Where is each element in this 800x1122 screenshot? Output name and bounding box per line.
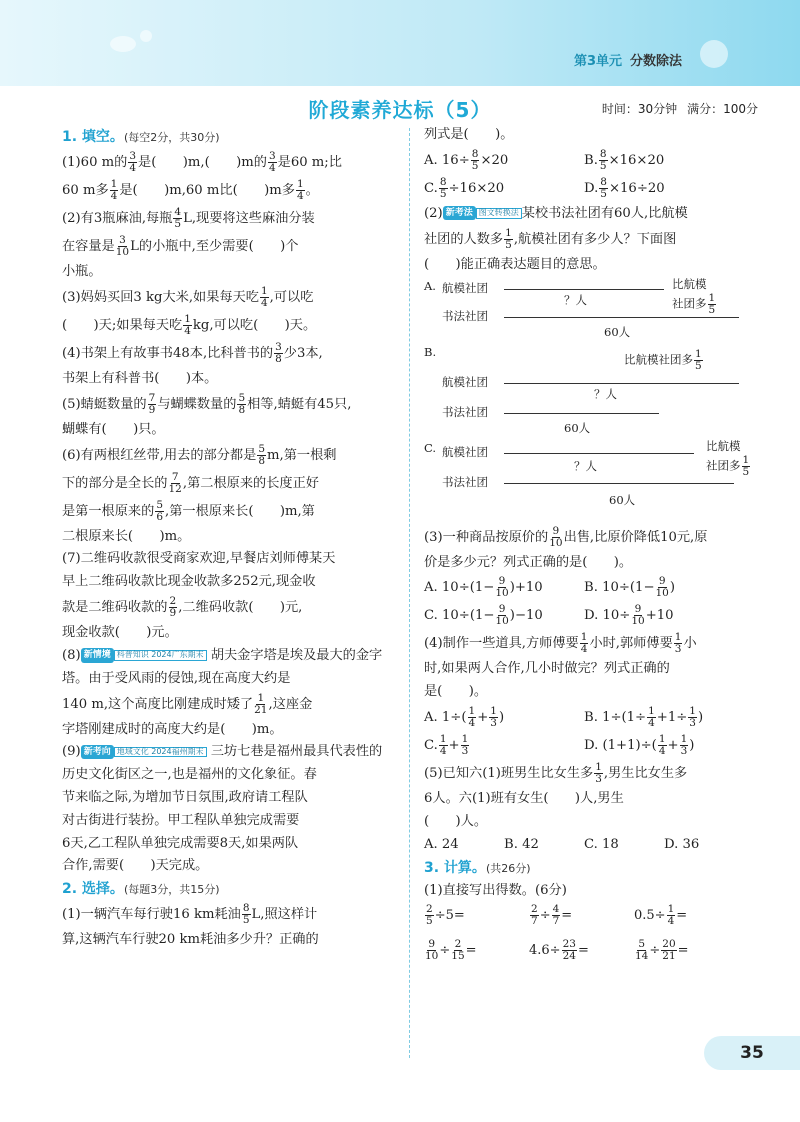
question-1-3: (3)妈妈买回3 kg大米,如果每天吃 $\frac{1}{4}$ ,可以吃 ( )天;如果每天吃 $\frac{1}{4}$ kg,可以吃( )天。 [62,284,317,337]
question-1-5: (5)蜻蜓数量的 $\frac{7}{9}$ 与蝴蝶数量的 $\frac{5}{8}$ 相等,蜻蜓有45只, 蝴蝶有( )只。 [62,391,352,437]
diagram-a: A. 航模社团 比航模 社团多 $\frac{1}{5}$ ？人 书法社团 60人 [424,279,764,341]
calc-grid [424,904,764,962]
question-1-2: (2)有3瓶麻油,每瓶 $\frac{4}{5}$ L,现要将这些麻油分装 在容量是 $\frac{3}{10}$ L的小瓶中,至少需要( )个 小瓶。 [62,205,315,280]
calc-item: 0.5÷ $\frac{1}{4}$ = [634,903,688,928]
question-2-5: (5)已知六(1)班男生比女生多 $\frac{1}{3}$ ,男生比女生多 6人。六(1)班有女生( )人,男生 ( )人。 A. 24 B. 42 C. 18 D. 36 [424,761,700,852]
calc-item: 4.6÷ $\frac{23}{24}$ = [529,938,589,963]
left-column [62,128,392,954]
section-choice: 2. 选择。(每题3分，共15分) [62,881,220,898]
column-divider [409,128,410,1058]
header-band [0,0,800,86]
section-calc: 3. 计算。(共26分) [424,859,531,876]
calc-item: $\frac{9}{10}$ ÷ $\frac{2}{15}$ = [425,938,477,963]
exam-meta: 时间：30分钟 满分：100分 [601,102,758,116]
question-2-3: (3)一种商品按原价的 $\frac{9}{10}$ 出售,比原价降低10元,原 价是多少元？列式正确的是( )。 A. 10÷(1− $\frac{9}{10}$ )+10 B. 10÷(1− $\frac{9}{10}$ ) C. 10÷(1− $\frac{9}{10}$ )−10 D. 10÷ $\frac{9}{10}$ +10 [424,524,708,628]
diagram-c: C. 航模社团 比航模 社团多 $\frac{1}{5}$ ？人 书法社团 60人 [424,438,750,507]
page-number: 35 [704,1036,800,1070]
question-2-2: (2) 新考法 图文转换法 某校书法社团有60人,比航模 社团的人数多 $\frac{1}{5}$ ,航模社团有多少人？下面图 ( )能正确表达题目的意思。 A. 航模社团 比航模 社团多 $\frac{1}{5}$ ？人 书法社团 60人 B. 比航模社团多 $\frac{1}{5}$ 航模社团 ？人 书法社团 60人 C. 航模社团 比航模 社团多 $\frac{1}{5}$ ？人 书法社团 60人 [424,205,764,521]
question-1-9: (9) 新考向 地域文化 2024福州期末 三坊七巷是福州最具代表性的 历史文化街区之一,也是福州的文化象征。春 节来临之际,为增加节日氛围,政府请工程队 对古街进行装扮。甲工程队单独完成需要 6天,乙工程队单独完成需要8天,如果两队 合作,需要( )天完成。 [62,744,383,874]
unit-label: 第3单元 分数除法 [573,54,682,69]
question-2-1-stem: (1)一辆汽车每行驶16 km耗油 $\frac{8}{5}$ L,照这样计 算,这辆汽车行驶20 km耗油多少升？正确的 [62,902,319,948]
question-2-4: (4)制作一些道具,方师傅要 $\frac{1}{4}$ 小时,郭师傅要 $\frac{1}{3}$ 小 时,如果两人合作,几小时做完？列式正确的 是( )。 A. 1÷( $\frac{1}{4}$ + $\frac{1}{3}$ ) B. 1÷(1÷ $\frac{1}{4}$ +1÷ $\frac{1}{3}$ ) C. $\frac{1}{4}$ + $\frac{1}{3}$ D. (1+1)÷( $\frac{1}{4}$ + $\frac{1}{3}$ ) [424,631,704,758]
question-1-4: (4)书架上有故事书48本,比科普书的 $\frac{3}{8}$ 少3本, 书架上有科普书( )本。 [62,340,323,386]
diagram-b: B. 比航模社团多 $\frac{1}{5}$ 航模社团 ？人 书法社团 60人 [424,345,764,437]
calc-item: $\frac{2}{5}$ ÷5= [426,903,465,928]
section-fill: 1. 填空。(每空2分，共30分) [62,129,220,145]
question-1-7: (7)二维码收款很受商家欢迎,早餐店刘师傅某天 早上二维码收款比现金收款多252元,现金收 款是二维码收款的 $\frac{2}{9}$ ,二维码收款( )元, 现金收款( )元。 [62,551,336,641]
right-column: 列式是( )。 A. 16÷ $\frac{8}{5}$ ×20 B. $\frac{8}{5}$ ×16×20 C. $\frac{8}{5}$ ÷16×20 D. $\frac{8}{5}$ ×16÷20 (2) 新考法 图文转换法 某校书法社团有60人,比航模 社团的人数多 $\frac{1}{5}$ ,航模社团有多少人？下面图 ( )能正确表达题目的意思。 A. 航模社团 比航模 社团多 $\frac{1}{5}$ ？人 书法社团 60人 B. 比航模社团多 $\frac{1}{5}$ 航模社团 ？人 书法社团 60人 C. 航模社团 比航模 社团多 $\frac{1}{5}$ ？人 书法社团 60人 (3)一种商品按原价的 $\frac{9}{10}$ 出售,比原价降低10元,原 价是多少元？列式正确的是( )。 A. 10÷(1− $\frac{9}{10}$ )+10 B. 10÷(1− $\frac{9}{10}$ ) C. 10÷(1− $\frac{9}{10}$ )−10 D. 10÷ $\frac{9}{10}$ +10 (4)制作一些道具,方师傅要 $\frac{1}{4}$ 小时,郭师傅要 $\frac{1}{3}$ 小 时,如果两人合作,几小时做完？列式正确的 是( )。 A. 1÷( $\frac{1}{4}$ + $\frac{1}{3}$ ) B. 1÷(1÷ $\frac{1}{4}$ +1÷ $\frac{1}{3}$ ) C. $\frac{1}{4}$ + $\frac{1}{3}$ D. (1+1)÷( $\frac{1}{4}$ + $\frac{1}{3}$ ) (5)已知六(1)班男生比女生多 $\frac{1}{3}$ ,男生比女生多 6人。六(1)班有女生( )人,男生 ( )人。 A. 24 B. 42 C. 18 D. 36 3. 计算。(共26分) (1)直接写出得数。(6分) $\frac{2}{5}$ ÷5= $\frac{2}{7}$ ÷ $\frac{4}{7}$ = 0.5÷ $\frac{1}{4}$ = $\frac{9}{10}$ ÷ $\frac{2}{15}$ = 4.6÷ $\frac{23}{24}$ = $\frac{5}{14}$ ÷ $\frac{20}{21}$ = [424,126,764,962]
question-1-1: (1)60 m的 $\frac{3}{4}$ 是( )m,( )m的 $\frac{3}{4}$ 是60 m;比 60 m多 $\frac{1}{4}$ 是( )m,60 m比( )m多 $\frac{1}{4}$ 。 [62,149,342,202]
question-1-8: (8) 新情境 科普知识 2024广东期末 胡夫金字塔是埃及最大的金字 塔。由于受风雨的侵蚀,现在高度大约是 140 m,这个高度比刚建成时矮了 $\frac{1}{21}$ ,这座金 字塔刚建成时的高度大约是( )m。 [62,647,383,737]
question-2-1-options: 列式是( )。 A. 16÷ $\frac{8}{5}$ ×20 B. $\frac{8}{5}$ ×16×20 C. $\frac{8}{5}$ ÷16×20 D. $\frac{8}{5}$ ×16÷20 [424,127,665,200]
calc-item: $\frac{2}{7}$ ÷ $\frac{4}{7}$ = [531,903,573,928]
question-1-6: (6)有两根红丝带,用去的部分都是 $\frac{5}{8}$ m,第一根剩 下的部分是全长的 $\frac{7}{12}$ ,第二根原来的长度正好 是第一根原来的 $\frac{5}{6}$ ,第一根原来长( )m,第 二根原来长( )m。 [62,442,337,544]
page-title: 阶段素养达标（5） [308,98,492,122]
calc-item: $\frac{5}{14}$ ÷ $\frac{20}{21}$ = [635,938,689,963]
